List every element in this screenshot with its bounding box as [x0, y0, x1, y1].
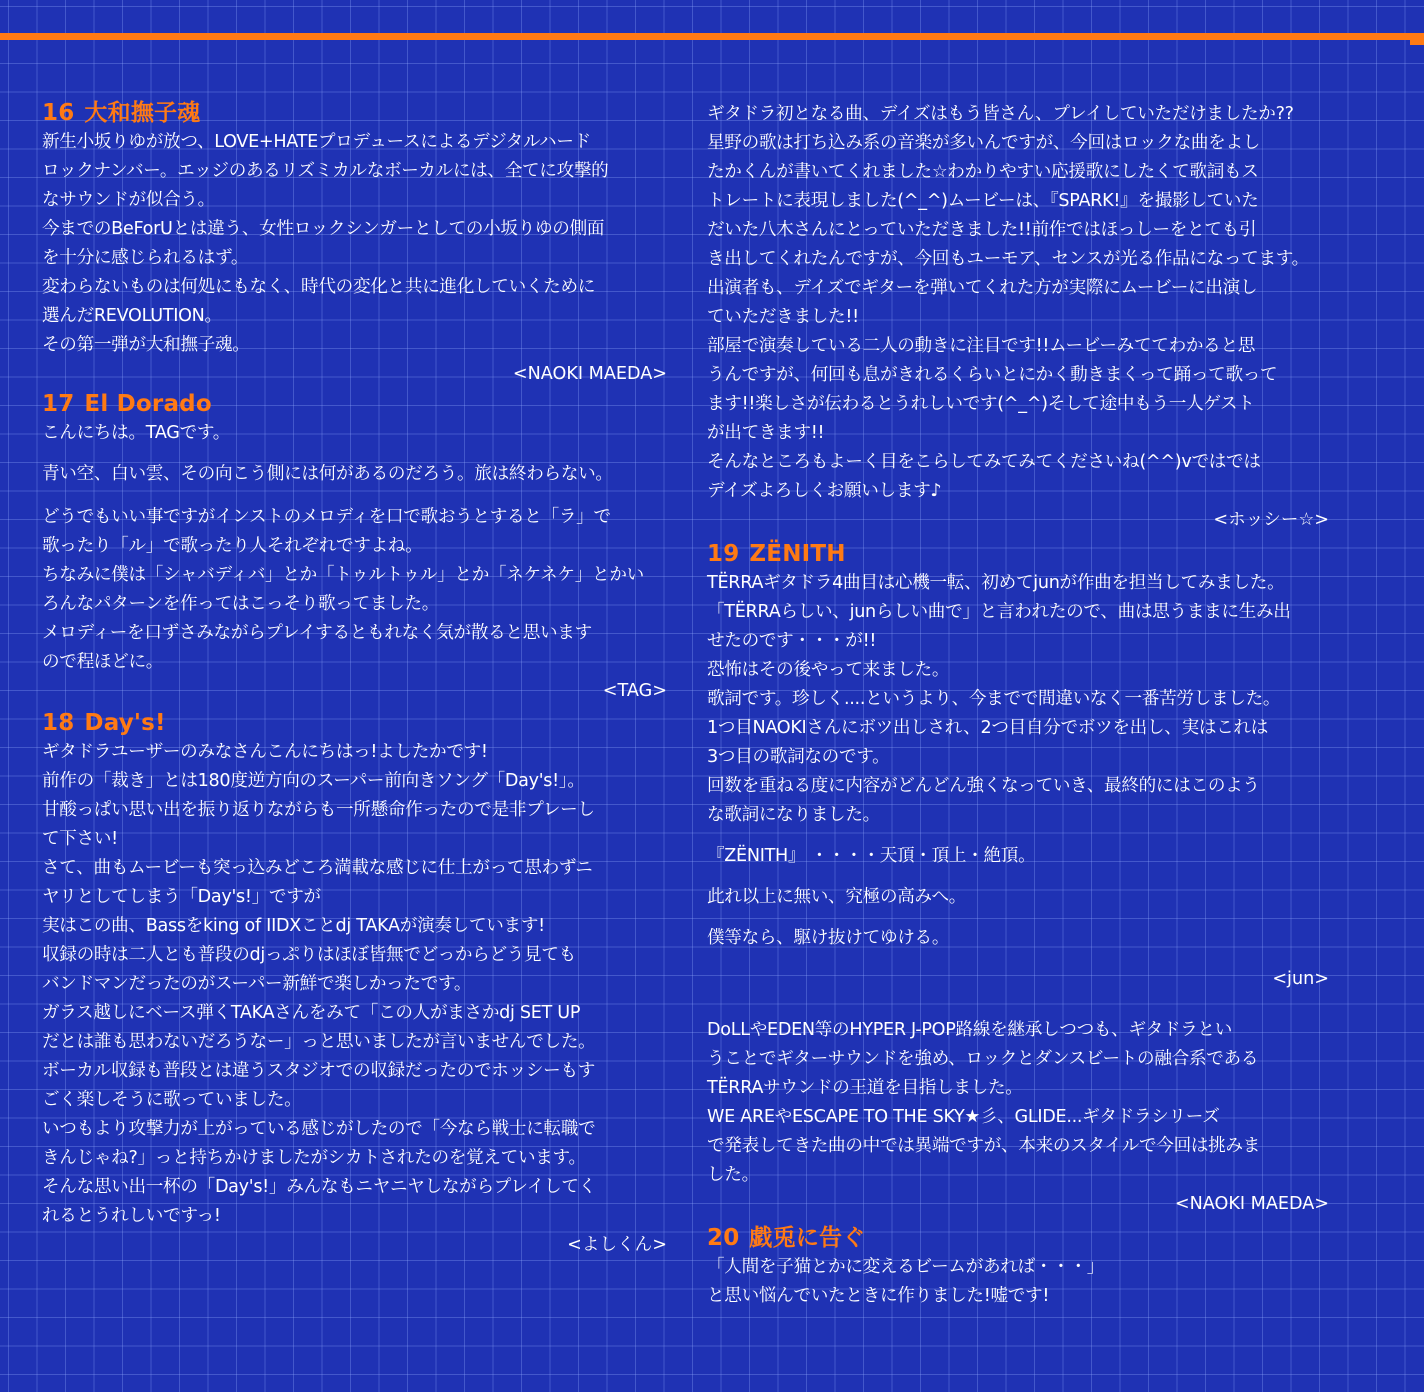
track-19-line: 回数を重ねる度に内容がどんどん強くなっていき、最終的にはこのよう [707, 776, 1260, 796]
track-20-title: 戯兎に告ぐ [749, 1225, 866, 1251]
track-18-number: 18 [42, 710, 75, 736]
track-18-heading [42, 708, 667, 738]
track-18-comment-line: ます!!楽しさが伝わるとうれしいです(^_^)そして途中もう一人ゲスト [707, 394, 1255, 414]
track-18-comment-line: が出てきます!! [707, 423, 825, 443]
track-16-title: 大和撫子魂 [84, 100, 201, 126]
track-19-line: 1つ目NAOKIさんにボツ出しされ、2つ目自分でボツを出し、実はこれは [707, 718, 1269, 738]
track-18-comment-line: たかくんが書いてくれました☆わかりやすい応援歌にしたくて歌詞もス [707, 162, 1259, 182]
track-18-line: きんじゃね?」っと持ちかけましたがシカトされたのを覚えています。 [42, 1148, 586, 1168]
track-20-section [707, 1219, 1329, 1311]
track-17-title: El Dorado [84, 391, 212, 417]
track-20-number: 20 [707, 1225, 740, 1251]
track-16-line: その第一弾が大和撫子魂。 [42, 335, 250, 355]
track-18-comment-line: 部屋で演奏している二人の動きに注目です!!ムービーみててわかると思 [707, 336, 1256, 356]
track-18-title: Day's! [84, 710, 166, 736]
track-18-section [42, 706, 667, 1260]
track-17-line: 青い空、白い雲、その向こう側には何があるのだろう。旅は終わらない。 [42, 464, 613, 484]
track-19-comment-section [707, 994, 1329, 1219]
track-18-line: そんな思い出一杯の「Day's!」みんなもニヤニヤしながらプレイしてく [42, 1177, 596, 1197]
track-17-line: ので程ほどに。 [42, 652, 164, 672]
track-18-line: ボーカル収録も普段とは違うスタジオでの収録だったのでホッシーもす [42, 1061, 596, 1081]
track-18-line: ヤリとしてしまう「Day's!」ですが [42, 887, 321, 907]
top-accent-tab [1410, 33, 1424, 45]
track-18-line: ごく楽しそうに歌っていました。 [42, 1090, 302, 1110]
track-16-line: 新生小坂りゆが放つ、LOVE+HATEプロデュースによるデジタルハード [42, 132, 591, 152]
track-19-number: 19 [707, 541, 740, 567]
track-20-line: と思い悩んでいたときに作りました!嘘です! [707, 1286, 1050, 1306]
track-19-signature: <jun> [1272, 969, 1329, 989]
track-17-line: こんにちは。TAGです。 [42, 423, 231, 443]
track-18-line: ガラス越しにベース弾くTAKAさんをみて「この人がまさかdj SET UP [42, 1003, 581, 1023]
track-17-line: メロディーを口ずさみながらプレイするともれなく気が散ると思います [42, 623, 592, 643]
track-18-comment-line: だいた八木さんにとっていただきました!!前作ではほっしーをとても引 [707, 220, 1257, 240]
track-18-comment-line: 星野の歌は打ち込み系の音楽が多いんですが、今回はロックな曲をよし [707, 133, 1261, 153]
left-column [42, 98, 667, 1260]
track-19-line: 歌詞です。珍しく....というより、今までで間違いなく一番苦労しました。 [707, 689, 1281, 709]
track-17-line: ろんなパターンを作ってはこっそり歌ってました。 [42, 594, 440, 614]
track-19-comment-line: TËRRAサウンドの王道を目指しました。 [707, 1078, 1023, 1098]
track-16-line: なサウンドが似合う。 [42, 190, 215, 210]
track-18-line: 前作の「裁き」とは180度逆方向のスーパー前向きソング「Day's!」。 [42, 771, 585, 791]
track-17-line: どうでもいい事ですがインストのメロディを口で歌おうとすると「ラ」で [42, 507, 611, 527]
track-19-line: な歌詞になりました。 [707, 805, 880, 825]
track-17-heading [42, 389, 667, 419]
track-18-comment-line: ていただきました!! [707, 307, 859, 327]
track-19-line: 3つ目の歌詞なのです。 [707, 747, 890, 767]
track-18-comment-line: トレートに表現しました(^_^)ムービーは、『SPARK!』を撮影していた [707, 191, 1259, 211]
track-16-line: 選んだREVOLUTION。 [42, 306, 222, 326]
track-18-line: バンドマンだったのがスーパー新鮮で楽しかったです。 [42, 974, 472, 994]
track-19-comment-line: うことでギターサウンドを強め、ロックとダンスビートの融合系である [707, 1049, 1259, 1069]
track-19-line: 僕等なら、駆け抜けてゆける。 [707, 928, 950, 948]
track-19-heading [707, 539, 1329, 569]
track-19-comment-line: DoLLやEDEN等のHYPER J-POP路線を継承しつつも、ギタドラとい [707, 1020, 1233, 1040]
track-18-line: 実はこの曲、Bassをking of IIDXことdj TAKAが演奏しています! [42, 916, 545, 936]
track-17-line: ちなみに僕は「シャバディバ」とか「トゥルトゥル」とか「ネケネケ」とかい [42, 565, 644, 585]
track-16-number: 16 [42, 100, 75, 126]
track-19-comment-line: WE AREやESCAPE TO THE SKY★彡、GLIDE...ギタドラシリーズ [707, 1107, 1220, 1127]
track-19-line: 「TËRRAらしい、junらしい曲で」と言われたので、曲は思うままに生み出 [707, 602, 1291, 622]
track-18-line: て下さい! [42, 829, 118, 849]
track-18-signature: <よしくん> [567, 1235, 667, 1255]
track-18-comment-line: そんなところもよーく目をこらしてみてみてくださいね(^^)vではでは [707, 452, 1261, 472]
track-16-heading [42, 98, 667, 128]
right-column [707, 100, 1329, 1311]
track-19-line: 恐怖はその後やって来ました。 [707, 660, 950, 680]
track-17-number: 17 [42, 391, 75, 417]
track-19-comment-line: した。 [707, 1165, 759, 1185]
track-18-line: いつもより攻撃力が上がっている感じがしたので「今なら戦士に転職で [42, 1119, 596, 1139]
track-19-line: せたのです・・・が!! [707, 631, 877, 651]
track-18-comment-signature: <ホッシー☆> [1213, 510, 1329, 530]
track-19-line: 此れ以上に無い、究極の高みへ。 [707, 887, 967, 907]
track-18-comment-line: うんですが、何回も息がきれるくらいとにかく動きまくって踊って歌って [707, 365, 1278, 385]
track-18-comment-line: き出してくれたんですが、今回もユーモア、センスが光る作品になってます。 [707, 249, 1309, 269]
track-17-line: 歌ったり「ル」で歌ったり人それぞれですよね。 [42, 536, 423, 556]
track-18-comment-line: デイズよろしくお願いします♪ [707, 481, 942, 501]
track-16-line: 今までのBeForUとは違う、女性ロックシンガーとしての小坂りゆの側面 [42, 219, 605, 239]
top-accent-bar [0, 33, 1412, 40]
track-18-line: 甘酸っぱい思い出を振り返りながらも一所懸命作ったので是非プレーし [42, 800, 595, 820]
track-18-line: さて、曲もムービーも突っ込みどころ満載な感じに仕上がって思わずニ [42, 858, 593, 878]
track-18-comment-section [707, 100, 1329, 535]
track-16-section [42, 98, 667, 389]
track-17-section [42, 389, 667, 706]
track-20-heading [707, 1223, 1329, 1253]
track-16-line: を十分に感じられるはず。 [42, 248, 249, 268]
track-18-comment-line: 出演者も、デイズでギターを弾いてくれた方が実際にムービーに出演し [707, 278, 1258, 298]
track-16-signature: <NAOKI MAEDA> [512, 364, 667, 384]
track-19-comment-signature: <NAOKI MAEDA> [1174, 1194, 1329, 1214]
track-18-line: だとは誰も思わないだろうなー」っと思いましたが言いませんでした。 [42, 1032, 596, 1052]
track-16-line: 変わらないものは何処にもなく、時代の変化と共に進化していくために [42, 277, 596, 297]
track-18-comment-line: ギタドラ初となる曲、デイズはもう皆さん、プレイしていただけましたか?? [707, 104, 1294, 124]
track-20-line: 「人間を子猫とかに変えるビームがあれば・・・」 [707, 1257, 1105, 1277]
track-18-line: れるとうれしいですっ! [42, 1206, 221, 1226]
track-18-line: 収録の時は二人とも普段のdjっぷりはほぼ皆無でどっからどう見ても [42, 945, 576, 965]
track-19-line: TËRRAギタドラ4曲目は心機一転、初めてjunが作曲を担当してみました。 [707, 573, 1285, 593]
track-17-signature: <TAG> [602, 681, 667, 701]
track-19-title: ZËNITH [749, 541, 846, 567]
track-16-line: ロックナンバー。エッジのあるリズミカルなボーカルには、全てに攻撃的 [42, 161, 609, 181]
track-19-section [707, 535, 1329, 994]
track-19-comment-line: で発表してきた曲の中では異端ですが、本来のスタイルで今回は挑みま [707, 1136, 1261, 1156]
track-19-line: 『ZËNITH』 ・・・・天頂・頂上・絶頂。 [707, 846, 1036, 866]
track-18-line: ギタドラユーザーのみなさんこんにちはっ!よしたかです! [42, 742, 488, 762]
